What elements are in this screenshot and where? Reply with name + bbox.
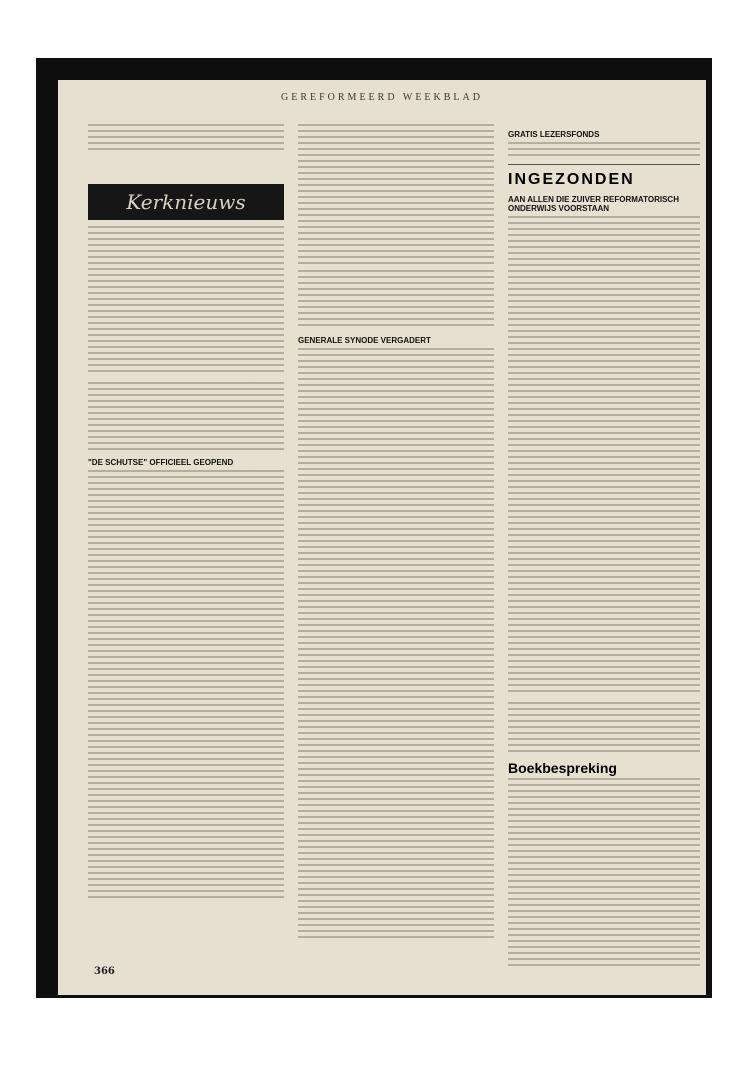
section-heading: GENERALE SYNODE VERGADERT [298, 336, 431, 345]
section-subheading: AAN ALLEN DIE ZUIVER REFORMATORISCH ONDERWIJS VOORSTAAN [508, 195, 679, 213]
article-text-block [88, 382, 284, 452]
section-heading: GRATIS LEZERSFONDS [508, 130, 600, 139]
newspaper-page [58, 80, 706, 995]
article-text-block [508, 702, 700, 752]
column-3 [508, 124, 700, 954]
article-text-block [298, 270, 494, 330]
article-text-block [298, 124, 494, 264]
article-text-block [508, 216, 700, 696]
article-text-block [508, 142, 700, 158]
masthead: GEREFORMEERD WEEKBLAD [281, 92, 483, 103]
column-1 [88, 124, 284, 954]
section-heading-large: INGEZONDEN [508, 171, 635, 188]
section-heading: "DE SCHUTSE" OFFICIEEL GEOPEND [88, 458, 234, 467]
article-text-block [88, 470, 284, 900]
article-text-block [88, 226, 284, 376]
article-text-block [88, 124, 284, 154]
book-review-heading: Boekbespreking [508, 760, 617, 776]
divider [508, 164, 700, 165]
column-2 [298, 124, 494, 954]
kerknieuws-banner: Kerknieuws [88, 184, 284, 220]
page-number: 366 [94, 966, 115, 977]
article-text-block [298, 348, 494, 938]
article-text-block [508, 778, 700, 968]
